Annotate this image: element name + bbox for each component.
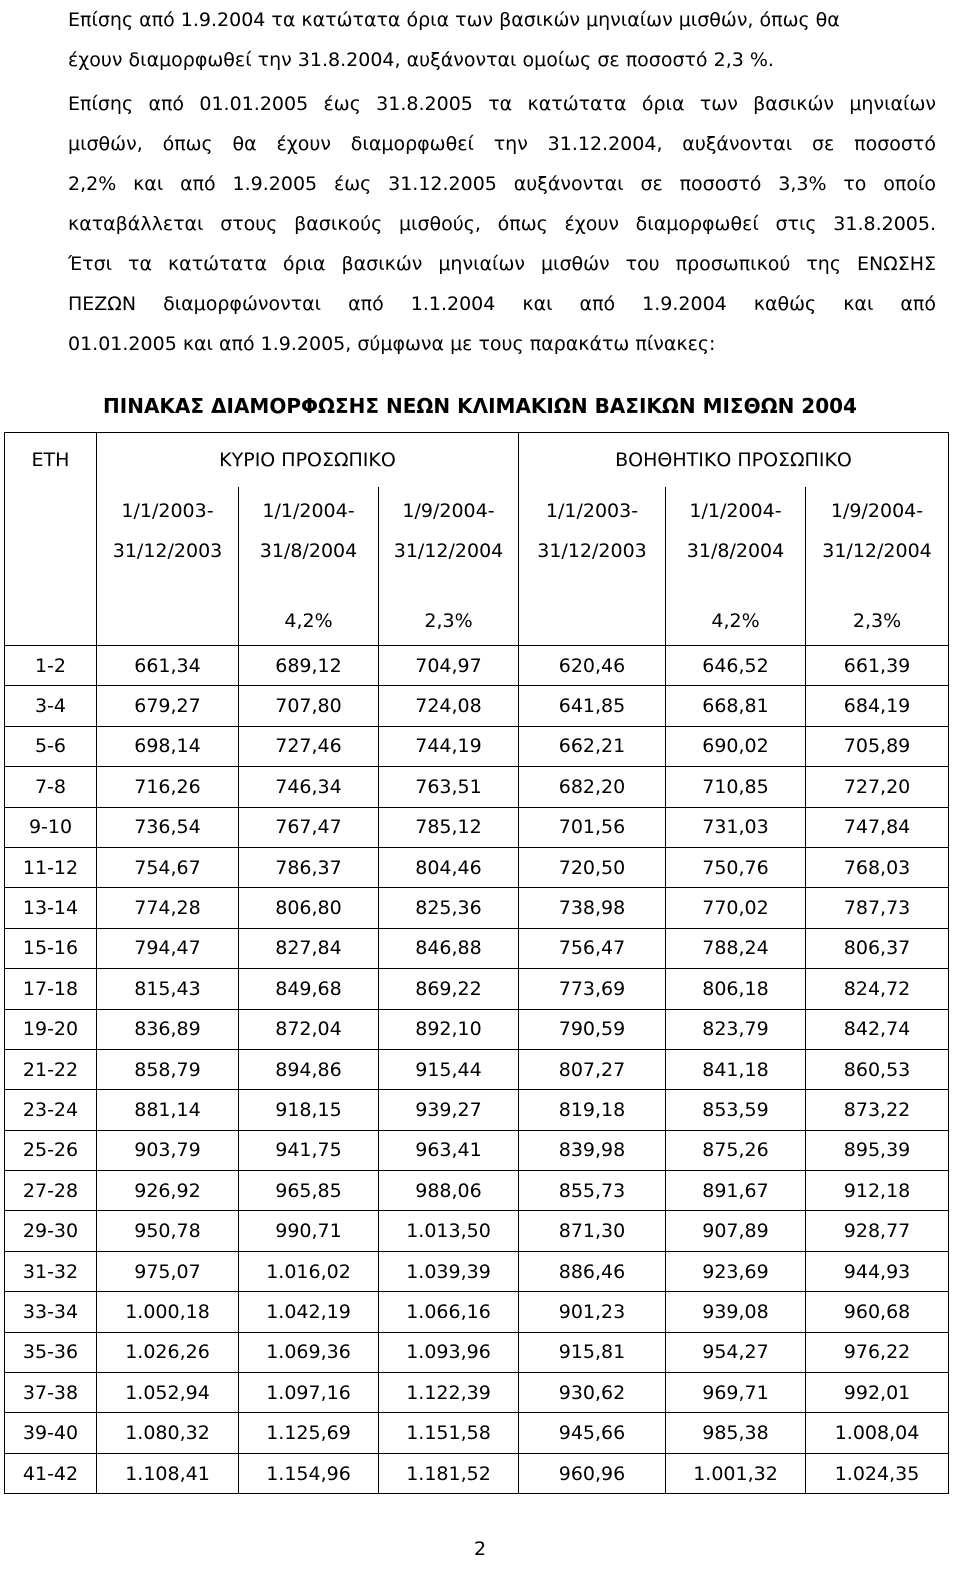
period-header-cell: [239, 487, 379, 591]
salary-cell: 684,19: [806, 686, 949, 726]
period-header-row: [5, 487, 949, 591]
salary-cell: 698,14: [97, 726, 239, 766]
salary-cell: 915,44: [379, 1049, 519, 1089]
salary-cell: 990,71: [239, 1211, 379, 1251]
table-row: [5, 1332, 949, 1372]
salary-cell: 1.080,32: [97, 1413, 239, 1453]
salary-cell: 690,02: [666, 726, 806, 766]
salary-cell: 944,93: [806, 1251, 949, 1291]
period-line: 31/12/2003: [112, 540, 223, 562]
salary-cell: 786,37: [239, 847, 379, 887]
period-line: 31/12/2004: [393, 540, 504, 562]
years-cell: 5-6: [5, 726, 97, 766]
period-line: 31/8/2004: [686, 540, 785, 562]
salary-cell: 641,85: [519, 686, 666, 726]
years-cell: 29-30: [5, 1211, 97, 1251]
period-header-cell: [519, 487, 666, 591]
salary-cell: 1.093,96: [379, 1332, 519, 1372]
table-row: [5, 1373, 949, 1413]
salary-cell: 807,27: [519, 1049, 666, 1089]
salary-cell: 1.013,50: [379, 1211, 519, 1251]
years-cell: 31-32: [5, 1251, 97, 1291]
table-row: [5, 686, 949, 726]
salary-cell: 895,39: [806, 1130, 949, 1170]
salary-cell: 705,89: [806, 726, 949, 766]
salary-cell: 960,68: [806, 1292, 949, 1332]
table-row: [5, 1090, 949, 1130]
salary-cell: 849,68: [239, 969, 379, 1009]
text-line: 01.01.2005 και από 1.9.2005, σύμφωνα με τους παρακάτω πίνακες:: [68, 333, 716, 355]
salary-cell: 767,47: [239, 807, 379, 847]
salary-cell: 768,03: [806, 847, 949, 887]
percent-cell: [519, 591, 666, 646]
salary-cell: 960,96: [519, 1453, 666, 1493]
salary-cell: 701,56: [519, 807, 666, 847]
salary-cell: 679,27: [97, 686, 239, 726]
years-cell: 17-18: [5, 969, 97, 1009]
salary-cell: 853,59: [666, 1090, 806, 1130]
text-line: μισθών, όπως θα έχουν διαμορφωθεί την 31.12.2004, αυξάνονται σε ποσοστό: [68, 133, 936, 155]
table-row: [5, 1453, 949, 1493]
salary-cell: 841,18: [666, 1049, 806, 1089]
salary-cell: 873,22: [806, 1090, 949, 1130]
table-row: [5, 1171, 949, 1211]
salary-cell: 716,26: [97, 767, 239, 807]
salary-cell: 886,46: [519, 1251, 666, 1291]
text-line: έχουν διαμορφωθεί την 31.8.2004, αυξάνονται ομοίως σε ποσοστό 2,3 %.: [68, 49, 774, 71]
years-cell: 3-4: [5, 686, 97, 726]
salary-cell: 855,73: [519, 1171, 666, 1211]
salary-cell: 901,23: [519, 1292, 666, 1332]
period-line: 1/9/2004-: [830, 500, 924, 522]
table-title: ΠΙΝΑΚΑΣ ΔΙΑΜΟΡΦΩΣΗΣ ΝΕΩΝ ΚΛΙΜΑΚΙΩΝ ΒΑΣΙΚΩΝ ΜΙΣΘΩΝ 2004: [103, 394, 857, 418]
salary-cell: 774,28: [97, 888, 239, 928]
salary-cell: 928,77: [806, 1211, 949, 1251]
salary-cell: 926,92: [97, 1171, 239, 1211]
period-line: 31/8/2004: [259, 540, 358, 562]
salary-cell: 794,47: [97, 928, 239, 968]
percent-cell: 4,2%: [666, 591, 806, 646]
salary-cell: 992,01: [806, 1373, 949, 1413]
salary-cell: 1.108,41: [97, 1453, 239, 1493]
salary-cell: 806,18: [666, 969, 806, 1009]
salary-cell: 954,27: [666, 1332, 806, 1372]
period-header-cell: [97, 487, 239, 591]
salary-cell: 806,80: [239, 888, 379, 928]
salary-cell: 689,12: [239, 646, 379, 686]
salary-cell: 1.066,16: [379, 1292, 519, 1332]
text-line: Επίσης από 1.9.2004 τα κατώτατα όρια των βασικών μηνιαίων μισθών, όπως θα: [68, 9, 840, 31]
salary-table: [4, 432, 949, 1494]
salary-cell: 788,24: [666, 928, 806, 968]
salary-cell: 1.001,32: [666, 1453, 806, 1493]
years-cell: 39-40: [5, 1413, 97, 1453]
salary-cell: 939,27: [379, 1090, 519, 1130]
percent-cell: 2,3%: [806, 591, 949, 646]
table-row: [5, 928, 949, 968]
salary-cell: 662,21: [519, 726, 666, 766]
salary-cell: 872,04: [239, 1009, 379, 1049]
salary-cell: 731,03: [666, 807, 806, 847]
text-line: ΠΕΖΩΝ διαμορφώνονται από 1.1.2004 και από 1.9.2004 καθώς και από: [68, 293, 936, 315]
period-line: 1/1/2004-: [262, 500, 355, 522]
salary-cell: 894,86: [239, 1049, 379, 1089]
salary-cell: 923,69: [666, 1251, 806, 1291]
salary-cell: 1.097,16: [239, 1373, 379, 1413]
table-row: [5, 888, 949, 928]
salary-cell: 869,22: [379, 969, 519, 1009]
salary-cell: 827,84: [239, 928, 379, 968]
salary-cell: 763,51: [379, 767, 519, 807]
salary-cell: 1.052,94: [97, 1373, 239, 1413]
salary-cell: 985,38: [666, 1413, 806, 1453]
years-cell: 41-42: [5, 1453, 97, 1493]
table-row: [5, 807, 949, 847]
salary-cell: 727,20: [806, 767, 949, 807]
salary-cell: 975,07: [97, 1251, 239, 1291]
percent-header-row: [5, 591, 949, 646]
salary-cell: 824,72: [806, 969, 949, 1009]
salary-cell: 918,15: [239, 1090, 379, 1130]
table-header-row: [5, 433, 949, 488]
years-cell: 37-38: [5, 1373, 97, 1413]
salary-cell: 720,50: [519, 847, 666, 887]
salary-cell: 746,34: [239, 767, 379, 807]
salary-cell: 907,89: [666, 1211, 806, 1251]
salary-cell: 976,22: [806, 1332, 949, 1372]
salary-cell: 1.039,39: [379, 1251, 519, 1291]
salary-cell: 891,67: [666, 1171, 806, 1211]
salary-cell: 682,20: [519, 767, 666, 807]
salary-cell: 941,75: [239, 1130, 379, 1170]
salary-cell: 747,84: [806, 807, 949, 847]
text-line: καταβάλλεται στους βασικούς μισθούς, όπως έχουν διαμορφωθεί στις 31.8.2005.: [68, 213, 936, 235]
table-row: [5, 1251, 949, 1291]
table-row: [5, 1049, 949, 1089]
aux-staff-header: ΒΟΗΘΗΤΙΚΟ ΠΡΟΣΩΠΙΚΟ: [519, 433, 949, 488]
years-cell: 19-20: [5, 1009, 97, 1049]
period-line: 1/9/2004-: [402, 500, 495, 522]
salary-cell: 969,71: [666, 1373, 806, 1413]
salary-cell: 785,12: [379, 807, 519, 847]
years-cell: 33-34: [5, 1292, 97, 1332]
salary-cell: 939,08: [666, 1292, 806, 1332]
period-header-cell: [379, 487, 519, 591]
intro-paragraph-1: [68, 0, 936, 80]
salary-cell: 881,14: [97, 1090, 239, 1130]
period-line: 1/1/2003-: [121, 500, 214, 522]
table-row: [5, 1211, 949, 1251]
salary-cell: 1.008,04: [806, 1413, 949, 1453]
years-cell: 27-28: [5, 1171, 97, 1211]
salary-cell: 620,46: [519, 646, 666, 686]
salary-cell: 963,41: [379, 1130, 519, 1170]
salary-cell: 736,54: [97, 807, 239, 847]
years-cell: 15-16: [5, 928, 97, 968]
salary-cell: 842,74: [806, 1009, 949, 1049]
salary-cell: 646,52: [666, 646, 806, 686]
years-cell: 23-24: [5, 1090, 97, 1130]
salary-cell: 738,98: [519, 888, 666, 928]
period-line: 1/1/2003-: [545, 500, 639, 522]
percent-cell: [97, 591, 239, 646]
salary-cell: 1.125,69: [239, 1413, 379, 1453]
table-row: [5, 1009, 949, 1049]
percent-cell: 2,3%: [379, 591, 519, 646]
salary-cell: 839,98: [519, 1130, 666, 1170]
page-number: 2: [473, 1538, 487, 1560]
salary-cell: 1.042,19: [239, 1292, 379, 1332]
salary-cell: 754,67: [97, 847, 239, 887]
salary-cell: 1.026,26: [97, 1332, 239, 1372]
table-row: [5, 646, 949, 686]
table-row: [5, 1292, 949, 1332]
salary-cell: 860,53: [806, 1049, 949, 1089]
percent-cell: 4,2%: [239, 591, 379, 646]
salary-cell: 930,62: [519, 1373, 666, 1413]
text-line: Έτσι τα κατώτατα όρια βασικών μηνιαίων μισθών του προσωπικού της ΕΝΩΣΗΣ: [68, 253, 936, 275]
salary-cell: 915,81: [519, 1332, 666, 1372]
salary-cell: 727,46: [239, 726, 379, 766]
salary-cell: 950,78: [97, 1211, 239, 1251]
salary-cell: 892,10: [379, 1009, 519, 1049]
salary-cell: 1.069,36: [239, 1332, 379, 1372]
table-row: [5, 726, 949, 766]
salary-cell: 846,88: [379, 928, 519, 968]
salary-cell: 819,18: [519, 1090, 666, 1130]
period-header-cell: [666, 487, 806, 591]
empty-cell: [5, 591, 97, 646]
salary-cell: 744,19: [379, 726, 519, 766]
salary-cell: 756,47: [519, 928, 666, 968]
salary-cell: 668,81: [666, 686, 806, 726]
period-line: 31/12/2004: [822, 540, 932, 562]
salary-cell: 823,79: [666, 1009, 806, 1049]
years-cell: 13-14: [5, 888, 97, 928]
table-row: [5, 767, 949, 807]
salary-cell: 858,79: [97, 1049, 239, 1089]
table-row: [5, 969, 949, 1009]
salary-cell: 806,37: [806, 928, 949, 968]
intro-paragraph-2: [68, 84, 936, 364]
salary-cell: 1.016,02: [239, 1251, 379, 1291]
salary-cell: 825,36: [379, 888, 519, 928]
years-cell: 21-22: [5, 1049, 97, 1089]
main-staff-header: ΚΥΡΙΟ ΠΡΟΣΩΠΙΚΟ: [97, 433, 519, 488]
empty-cell: [5, 487, 97, 591]
table-row: [5, 847, 949, 887]
salary-cell: 804,46: [379, 847, 519, 887]
salary-cell: 1.151,58: [379, 1413, 519, 1453]
period-line: 31/12/2003: [537, 540, 647, 562]
years-header: ΕΤΗ: [5, 433, 97, 488]
years-cell: 7-8: [5, 767, 97, 807]
salary-cell: 724,08: [379, 686, 519, 726]
years-cell: 9-10: [5, 807, 97, 847]
salary-cell: 1.000,18: [97, 1292, 239, 1332]
salary-cell: 710,85: [666, 767, 806, 807]
salary-cell: 815,43: [97, 969, 239, 1009]
salary-cell: 787,73: [806, 888, 949, 928]
salary-cell: 988,06: [379, 1171, 519, 1211]
salary-cell: 875,26: [666, 1130, 806, 1170]
salary-cell: 750,76: [666, 847, 806, 887]
text-line: 2,2% και από 1.9.2005 έως 31.12.2005 αυξάνονται σε ποσοστό 3,3% το οποίο: [68, 173, 936, 195]
table-row: [5, 1130, 949, 1170]
salary-cell: 790,59: [519, 1009, 666, 1049]
salary-cell: 871,30: [519, 1211, 666, 1251]
salary-cell: 965,85: [239, 1171, 379, 1211]
salary-cell: 1.122,39: [379, 1373, 519, 1413]
salary-cell: 661,34: [97, 646, 239, 686]
years-cell: 11-12: [5, 847, 97, 887]
salary-cell: 945,66: [519, 1413, 666, 1453]
salary-cell: 903,79: [97, 1130, 239, 1170]
salary-cell: 773,69: [519, 969, 666, 1009]
salary-cell: 1.024,35: [806, 1453, 949, 1493]
salary-cell: 704,97: [379, 646, 519, 686]
salary-cell: 707,80: [239, 686, 379, 726]
salary-cell: 1.181,52: [379, 1453, 519, 1493]
years-cell: 1-2: [5, 646, 97, 686]
salary-cell: 836,89: [97, 1009, 239, 1049]
text-line: Επίσης από 01.01.2005 έως 31.8.2005 τα κατώτατα όρια των βασικών μηνιαίων: [68, 93, 936, 115]
table-row: [5, 1413, 949, 1453]
period-line: 1/1/2004-: [689, 500, 782, 522]
salary-cell: 912,18: [806, 1171, 949, 1211]
years-cell: 35-36: [5, 1332, 97, 1372]
salary-cell: 661,39: [806, 646, 949, 686]
years-cell: 25-26: [5, 1130, 97, 1170]
salary-cell: 770,02: [666, 888, 806, 928]
salary-cell: 1.154,96: [239, 1453, 379, 1493]
period-header-cell: [806, 487, 949, 591]
